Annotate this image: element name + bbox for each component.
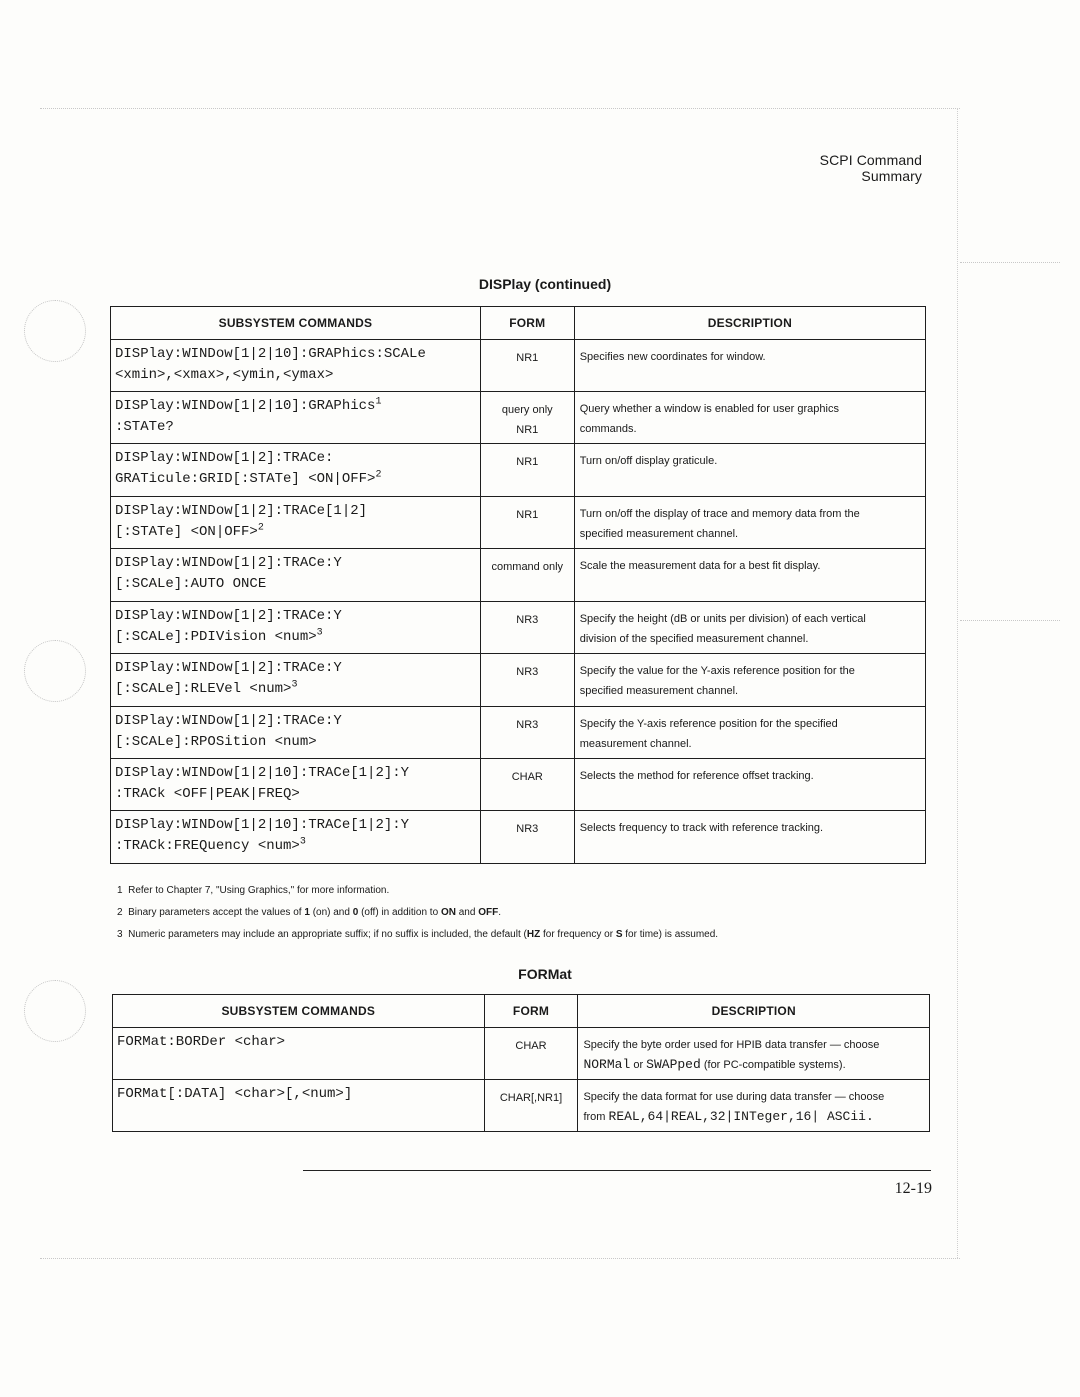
command-line: [:SCALe]:RPOSition <num>	[115, 734, 317, 750]
footnote-text: .	[498, 907, 501, 918]
header-form: FORM	[484, 995, 578, 1028]
form-cell	[480, 602, 574, 654]
table-row	[113, 1028, 930, 1080]
command-line: :TRACk:FREQuency <num>	[115, 838, 300, 854]
form-value: NR1	[516, 424, 539, 436]
form-value: NR3	[516, 823, 539, 835]
format-section-title: FORMat	[518, 966, 572, 982]
table-row	[111, 602, 926, 654]
description-text: Scale the measurement data for a best fit display.	[579, 560, 821, 572]
description-keyword: SWAPped	[646, 1057, 701, 1072]
footnote-marker: 3	[291, 679, 298, 691]
command-line: FORMat:BORDer <char>	[117, 1034, 286, 1050]
description-text: Turn on/off display graticule.	[579, 455, 718, 467]
table-row	[111, 549, 926, 602]
form-value: CHAR[,NR1]	[499, 1092, 563, 1104]
footnote-text: Refer to Chapter 7, "Using Graphics," for more information.	[128, 885, 390, 896]
command-line: [:SCALe]:AUTO ONCE	[115, 576, 267, 592]
description-text: (for PC-compatible systems).	[703, 1059, 846, 1071]
description-cell	[574, 497, 925, 549]
command-line: [:SCALe]:PDIVision <num>	[115, 629, 317, 645]
page-number: 12-19	[894, 1180, 932, 1197]
description-cell	[574, 340, 925, 392]
scan-edge-top	[40, 108, 960, 109]
footnote-text: (on) and	[312, 907, 350, 918]
table-row	[111, 759, 926, 811]
display-command-table	[110, 306, 926, 864]
command-cell	[111, 602, 481, 654]
command-line: FORMat[:DATA] <char>[,<num>]	[117, 1086, 353, 1102]
description-text: commands.	[579, 423, 637, 435]
footnote-emphasis: OFF	[478, 907, 499, 918]
description-text: from	[583, 1111, 606, 1123]
footnote-marker: 3	[316, 627, 323, 639]
header-description: DESCRIPTION	[574, 307, 925, 340]
footnote-emphasis: 1	[304, 907, 310, 918]
table-row	[111, 811, 926, 864]
description-keyword: REAL,64|REAL,32|INTeger,16| ASCii.	[608, 1109, 874, 1124]
binder-hole-bottom	[24, 980, 86, 1042]
form-cell	[480, 497, 574, 549]
command-line: :TRACk <OFF|PEAK|FREQ>	[115, 786, 300, 802]
command-line: DISPlay:WINDow[1|2]:TRACe:Y	[115, 660, 342, 676]
table-row	[111, 444, 926, 497]
form-value: NR3	[516, 666, 539, 678]
description-text: Specify the value for the Y-axis reference position for the	[579, 665, 855, 677]
header-form: FORM	[480, 307, 574, 340]
footnote-emphasis: HZ	[526, 929, 541, 940]
description-text: Specify the height (dB or units per division) of each vertical	[579, 613, 866, 625]
description-cell	[574, 444, 925, 497]
command-cell	[111, 340, 481, 392]
form-value: NR1	[516, 456, 539, 468]
command-cell	[111, 497, 481, 549]
command-cell	[111, 549, 481, 602]
command-cell	[113, 1028, 485, 1080]
footnote-emphasis: S	[615, 929, 623, 940]
form-cell	[484, 1080, 578, 1132]
footnote-marker: 3	[299, 836, 306, 848]
command-line: DISPlay:WINDow[1|2|10]:TRACe[1|2]:Y	[115, 817, 410, 833]
footnote-marker: 2	[375, 469, 382, 481]
form-cell	[480, 340, 574, 392]
command-line: <xmin>,<xmax>,<ymin,<ymax>	[115, 367, 334, 383]
running-head: SCPI Command Summary	[819, 152, 922, 184]
footnote-text: for frequency or	[542, 929, 614, 940]
binder-hole-middle	[24, 640, 86, 702]
description-cell	[574, 602, 925, 654]
description-text: division of the specified measurement channel.	[579, 633, 809, 645]
table-header-row	[111, 307, 926, 340]
footnote-1	[117, 883, 937, 905]
table-header-row	[113, 995, 930, 1028]
form-value: NR3	[516, 719, 539, 731]
scan-mark-1	[960, 262, 1060, 263]
form-cell	[484, 1028, 578, 1080]
scan-mark-2	[960, 620, 1060, 621]
table-row	[111, 707, 926, 759]
command-cell	[111, 811, 481, 864]
description-keyword: NORMal	[583, 1057, 631, 1072]
command-line: DISPlay:WINDow[1|2]:TRACe[1|2]	[115, 503, 368, 519]
command-line: [:STATe] <ON|OFF>	[115, 524, 258, 540]
table-row	[111, 654, 926, 707]
footnote-marker: 2	[257, 522, 264, 534]
description-text: Query whether a window is enabled for user graphics	[579, 403, 839, 415]
command-cell	[111, 444, 481, 497]
description-cell	[574, 654, 925, 707]
table-row	[111, 340, 926, 392]
description-cell	[574, 549, 925, 602]
footnote-text: (off) in addition to	[361, 907, 439, 918]
footnote-text: for time) is assumed.	[625, 929, 719, 940]
command-line: DISPlay:WINDow[1|2]:TRACe:Y	[115, 555, 342, 571]
footnote-number: 2	[117, 907, 123, 918]
description-cell	[574, 811, 925, 864]
description-cell	[574, 707, 925, 759]
footnote-marker: 1	[375, 396, 382, 408]
command-cell	[111, 654, 481, 707]
description-text: Selects frequency to track with reference tracking.	[579, 822, 824, 834]
footnote-number: 3	[117, 929, 123, 940]
form-cell	[480, 444, 574, 497]
format-command-table	[112, 994, 930, 1132]
command-cell	[113, 1080, 485, 1132]
header-commands: SUBSYSTEM COMMANDS	[113, 995, 485, 1028]
form-value: NR1	[516, 509, 539, 521]
form-cell	[480, 549, 574, 602]
description-text: Specifies new coordinates for window.	[579, 351, 766, 363]
form-cell	[480, 654, 574, 707]
footnote-text: Binary parameters accept the values of	[128, 907, 302, 918]
form-value: query only	[501, 404, 553, 416]
form-value: NR3	[516, 614, 539, 626]
footnotes	[117, 883, 937, 949]
form-value: command only	[491, 561, 564, 573]
command-cell	[111, 392, 481, 444]
form-cell	[480, 707, 574, 759]
command-line: DISPlay:WINDow[1|2|10]:GRAPhics	[115, 398, 376, 414]
description-cell	[578, 1028, 930, 1080]
binder-hole-top	[24, 300, 86, 362]
table-row	[111, 392, 926, 444]
footer-rule	[303, 1170, 931, 1171]
form-cell	[480, 811, 574, 864]
description-text: specified measurement channel.	[579, 685, 739, 697]
command-line: DISPlay:WINDow[1|2]:TRACe:	[115, 450, 334, 466]
scan-edge-right	[957, 108, 958, 1258]
command-line: DISPlay:WINDow[1|2]:TRACe:Y	[115, 713, 342, 729]
footnote-text: and	[458, 907, 476, 918]
description-text: Selects the method for reference offset tracking.	[579, 770, 814, 782]
command-line: [:SCALe]:RLEVel <num>	[115, 681, 292, 697]
description-cell	[578, 1080, 930, 1132]
description-text: Specify the data format for use during data transfer — choose	[583, 1091, 885, 1103]
description-cell	[574, 392, 925, 444]
command-line: DISPlay:WINDow[1|2|10]:GRAPhics:SCALe	[115, 346, 426, 362]
command-line: :STATe?	[115, 419, 174, 435]
footnote-emphasis: 0	[352, 907, 359, 918]
scan-edge-bottom	[40, 1258, 960, 1259]
footnote-3	[117, 927, 937, 949]
description-text: Specify the byte order used for HPIB data transfer — choose	[583, 1039, 880, 1051]
command-line: DISPlay:WINDow[1|2]:TRACe:Y	[115, 608, 342, 624]
form-value: NR1	[516, 352, 539, 364]
command-line: GRATicule:GRID[:STATe] <ON|OFF>	[115, 471, 376, 487]
footnote-emphasis: ON	[440, 907, 456, 918]
footnote-text: Numeric parameters may include an appropriate suffix; if no suffix is included, the default (	[128, 929, 527, 940]
description-text: measurement channel.	[579, 738, 692, 750]
description-text: or	[633, 1059, 644, 1071]
footnote-2	[117, 905, 937, 927]
description-cell	[574, 759, 925, 811]
table-row	[111, 497, 926, 549]
form-cell	[480, 759, 574, 811]
form-value: CHAR	[511, 771, 543, 783]
table-row	[113, 1080, 930, 1132]
footnote-number: 1	[117, 885, 123, 896]
description-text: Turn on/off the display of trace and memory data from the	[579, 508, 860, 520]
display-section-title: DISPlay (continued)	[478, 276, 612, 292]
form-value: CHAR	[515, 1040, 547, 1052]
header-commands: SUBSYSTEM COMMANDS	[111, 307, 481, 340]
command-cell	[111, 707, 481, 759]
command-cell	[111, 759, 481, 811]
header-description: DESCRIPTION	[578, 995, 930, 1028]
command-line: DISPlay:WINDow[1|2|10]:TRACe[1|2]:Y	[115, 765, 410, 781]
form-cell	[480, 392, 574, 444]
description-text: Specify the Y-axis reference position for the specified	[579, 718, 838, 730]
description-text: specified measurement channel.	[579, 528, 739, 540]
